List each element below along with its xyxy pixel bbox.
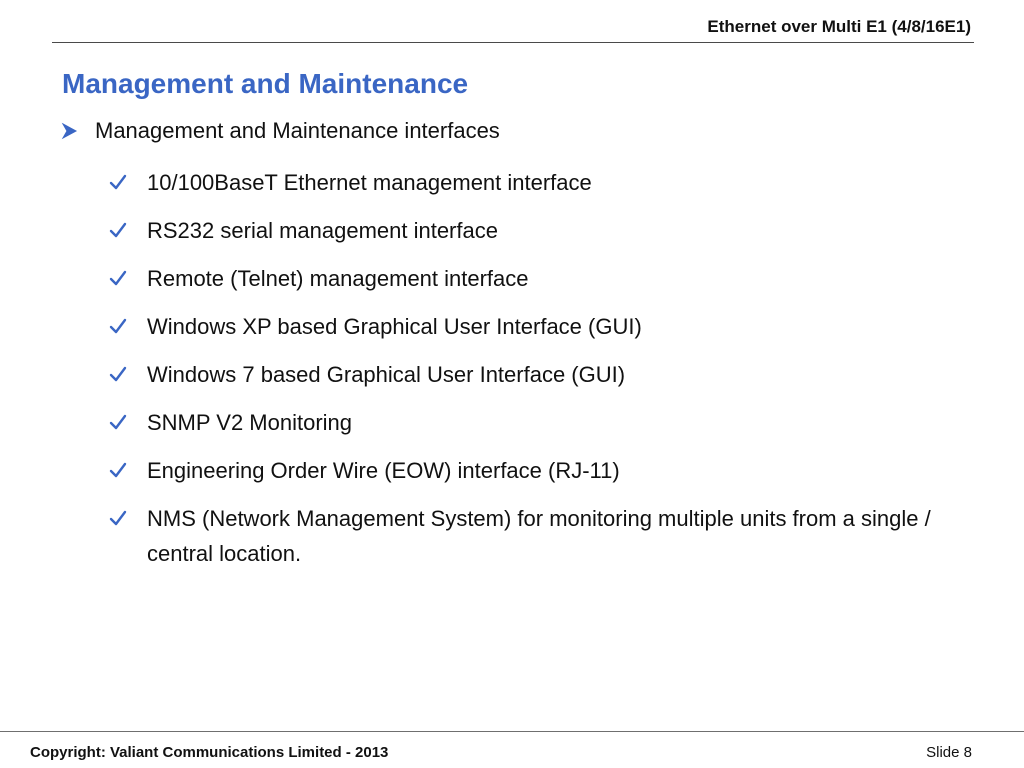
sub-bullet-item (107, 408, 987, 440)
check-icon (107, 264, 129, 292)
sub-bullet-item (107, 360, 987, 392)
sub-bullet-text: NMS (Network Management System) for monitoring multiple units from a single / central location. (147, 506, 931, 566)
check-icon (107, 312, 129, 340)
bottom-divider (0, 731, 1024, 732)
check-icon (107, 168, 129, 196)
main-bullet-text: Management and Maintenance interfaces (95, 118, 500, 143)
main-bullet (60, 117, 500, 145)
check-icon (107, 216, 129, 244)
sub-bullet-item (107, 504, 987, 571)
sub-bullet-text: Windows XP based Graphical User Interface (GUI) (147, 314, 642, 339)
sub-bullet-item (107, 216, 987, 248)
top-divider (52, 42, 974, 43)
sub-bullet-text: Windows 7 based Graphical User Interface (GUI) (147, 362, 626, 387)
check-icon (107, 360, 129, 388)
sub-bullet-text: Engineering Order Wire (EOW) interface (RJ-11) (147, 458, 620, 483)
check-icon (107, 456, 129, 484)
sub-bullet-text: RS232 serial management interface (147, 218, 498, 243)
check-icon (107, 408, 129, 436)
copyright-text: Copyright: Valiant Communications Limited - 2013 (30, 744, 389, 761)
sub-bullet-text: Remote (Telnet) management interface (147, 266, 529, 291)
slide-title: Management and Maintenance (62, 68, 469, 99)
check-icon (107, 504, 129, 532)
sub-bullet-item (107, 168, 987, 200)
sub-bullet-text: 10/100BaseT Ethernet management interface (147, 170, 592, 195)
sub-bullet-item (107, 264, 987, 296)
sub-bullet-list (107, 168, 987, 587)
sub-bullet-item (107, 456, 987, 488)
arrow-right-icon (60, 119, 80, 143)
sub-bullet-item (107, 312, 987, 344)
header-title: Ethernet over Multi E1 (4/8/16E1) (707, 17, 971, 36)
sub-bullet-text: SNMP V2 Monitoring (147, 410, 353, 435)
slide-number: Slide 8 (926, 744, 972, 761)
